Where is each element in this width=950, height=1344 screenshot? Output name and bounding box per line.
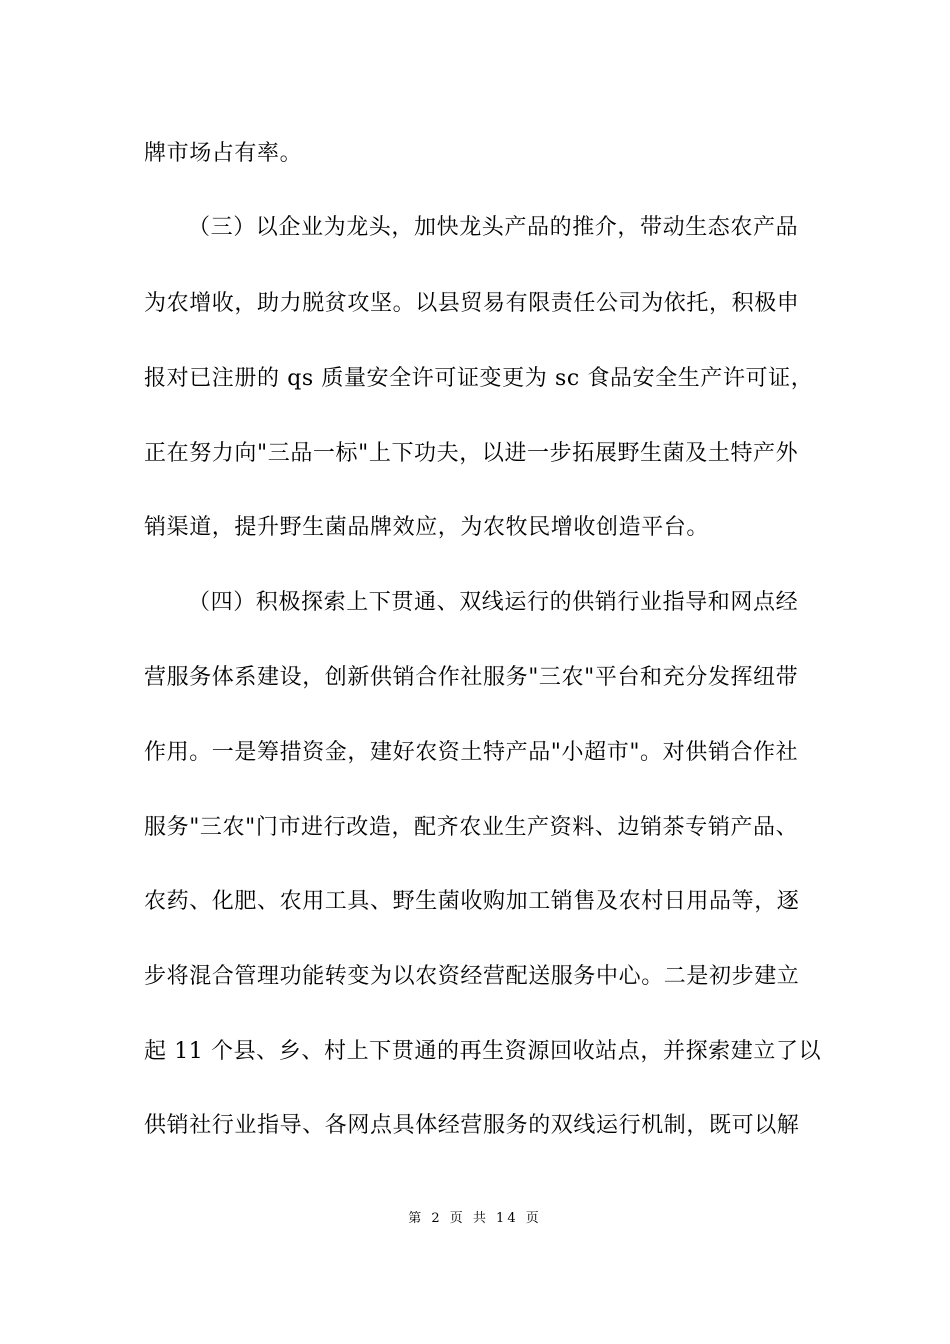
body-text-line: 起 11 个县、乡、村上下贯通的再生资源回收站点，并探索建立了以 — [144, 1039, 822, 1064]
body-text-line: 供销社行业指导、各网点具体经营服务的双线运行机制，既可以解 — [144, 1113, 800, 1138]
body-text-line: 服务"三农"门市进行改造，配齐农业生产资料、边销茶专销产品、 — [144, 815, 799, 840]
body-text-line: 为农增收，助力脱贫攻坚。以县贸易有限责任公司为依托，积极申 — [144, 291, 800, 316]
body-text-line: 作用。一是筹措资金，建好农资土特产品"小超市"。对供销合作社 — [144, 740, 799, 765]
body-text-line: 牌市场占有率。 — [144, 141, 303, 166]
body-text-line: 步将混合管理功能转变为以农资经营配送服务中心。二是初步建立 — [144, 964, 800, 989]
paragraph-three-first-line: （三）以企业为龙头，加快龙头产品的推介，带动生态农产品 — [188, 215, 799, 240]
paragraph-four-first-line: （四）积极探索上下贯通、双线运行的供销行业指导和网点经 — [188, 590, 799, 615]
body-text-line: 销渠道，提升野生菌品牌效应，为农牧民增收创造平台。 — [144, 515, 710, 540]
body-text-line: 农药、化肥、农用工具、野生菌收购加工销售及农村日用品等，逐 — [144, 889, 800, 914]
body-text-line: 报对已注册的 qs 质量安全许可证变更为 sc 食品安全生产许可证， — [144, 366, 814, 391]
body-text-line: 正在努力向"三品一标"上下功夫，以进一步拓展野生菌及土特产外 — [144, 441, 799, 466]
body-text-line: 营服务体系建设，创新供销合作社服务"三农"平台和充分发挥纽带 — [144, 665, 799, 690]
page-number-footer: 第 2 页 共 14 页 — [408, 1211, 542, 1226]
